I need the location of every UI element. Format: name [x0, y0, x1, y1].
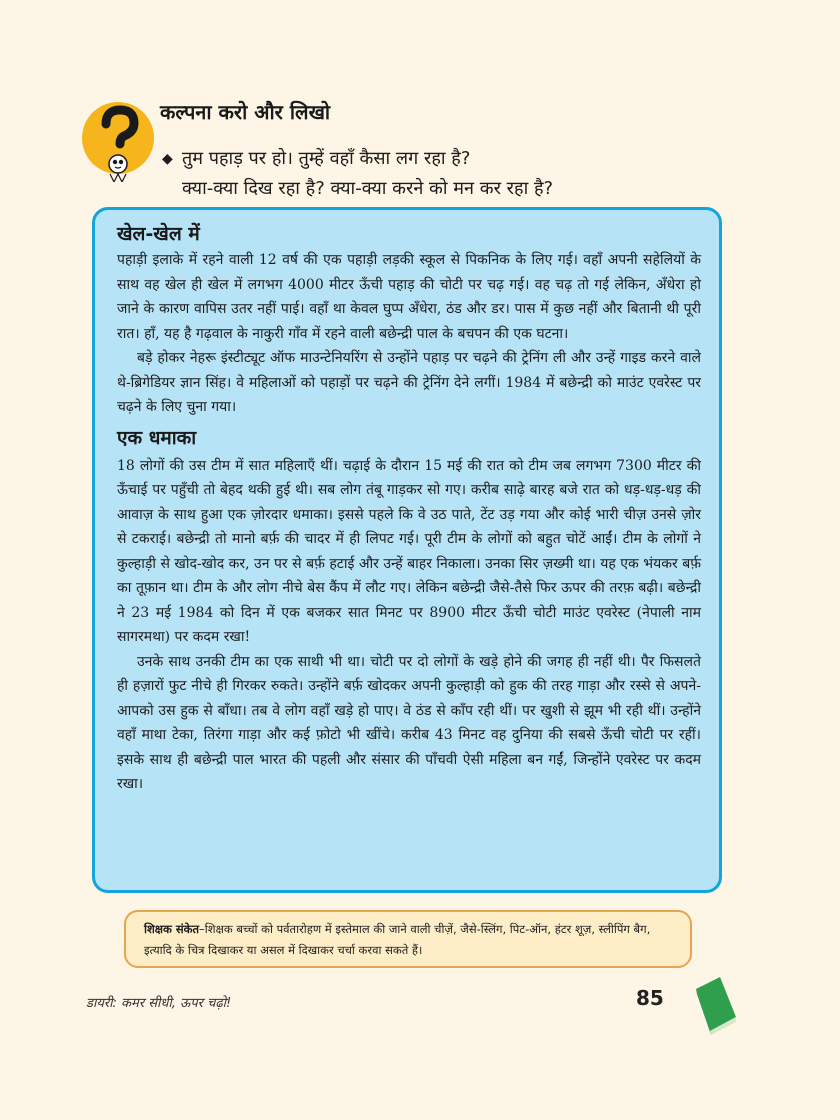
teacher-note-text: –शिक्षक बच्चों को पर्वतारोहण में इस्तेमाल की जाने वाली चीज़ें, जैसे-स्लिंग, पिट-ऑन, हंटर शूज़, स्लीपिंग बैग, इत्यादि के चित्र दिखाकर या असल में दिखाकर चर्चा करवा सकते हैं।: [144, 922, 651, 957]
prompt-line-1-text: तुम पहाड़ पर हो। तुम्हें वहाँ कैसा लग रहा है?: [182, 148, 471, 169]
story-heading-2: एक धमाका: [117, 426, 197, 449]
story-paragraph-4: उनके साथ उनकी टीम का एक साथी भी था। चोटी पर दो लोगों के खड़े होने की जगह ही नहीं थी। पैर फिसलते ही हज़ारों फुट नीचे ही गिरकर रुकते। उन्होंने बर्फ़ खोदकर अपनी कुल्हाड़ी को हुक की तरह गाड़ा और रस्से से अपने-आपको उस हुक से बाँधा। तब वे लोग वहाँ खड़े हो पाए। वे ठंड से काँप रही थीं। पर खुशी से झूम भी रही थीं। उन्होंने वहाँ माथा टेका, तिरंगा गाड़ा और कई फ़ोटो भी खींचे। करीब 43 मिनट वह दुनिया की सबसे ऊँची चोटी पर रहीं। इसके साथ ही बछेन्द्री पाल भारत की पहली और संसार की पाँचवी ऐसी महिला बन गईं, जिन्होंने एवरेस्ट पर कदम रखा।: [117, 653, 701, 792]
page-number: 85: [636, 986, 664, 1010]
prompt-line-2: क्या-क्या दिख रहा है? क्या-क्या करने को मन कर रहा है?: [182, 178, 554, 199]
prompt-line-1: [160, 144, 680, 174]
book-icon: [690, 975, 740, 1035]
story-box: [92, 207, 722, 893]
teacher-note: [124, 910, 692, 968]
teacher-note-label: शिक्षक संकेत: [144, 922, 200, 936]
prompt-title: कल्पना करो और लिखो: [160, 100, 331, 124]
story-paragraph-2: बड़े होकर नेहरू इंस्टीट्यूट ऑफ माउन्टेनियरिंग से उन्होंने पहाड़ पर चढ़ने की ट्रेनिंग ली और उन्हें गाइड करने वाले थे-ब्रिगेडियर ज्ञान सिंह। वे महिलाओं को पहाड़ों पर चढ़ने की ट्रेनिंग देने लगीं। 1984 में बछेन्द्री को माउंट एवरेस्ट पर चढ़ने के लिए चुना गया।: [117, 350, 701, 415]
story-paragraph-3: 18 लोगों की उस टीम में सात महिलाएँ थीं। चढ़ाई के दौरान 15 मई की रात को टीम जब लगभग 7300 मीटर की ऊँचाई पर पहुँची तो बेहद थकी हुई थी। सब लोग तंबू गाड़कर सो गए। करीब साढ़े बारह बजे रात को धड़-धड़-धड़ की आवाज़ के साथ हुआ एक ज़ोरदार धमाका। इससे पहले कि वे उठ पाते, टेंट उड़ गया और कोई भारी चीज़ उनसे ज़ोर से टकराई। बछेन्द्री तो मानो बर्फ़ की चादर में ही लिपट गई। पूरी टीम के लोगों को बहुत चोटें आईं। टीम के लोगों ने कुल्हाड़ी से खोद-खोद कर, उन पर से बर्फ़ हटाई और उन्हें बाहर निकाला। उनका सिर ज़ख्मी था। यह एक भंयकर बर्फ़ का तूफ़ान था। टीम के और लोग नीचे बेस कैंप में लौट गए। लेकिन बछेन्द्री जैसे-तैसे फिर ऊपर की तरफ़ बढ़ी। बछेन्द्री ने 23 मई 1984 को दिन में एक बजकर सात मिनट पर 8900 मीटर ऊँची चोटी माउंट एवरेस्ट (नेपाली नाम सागरमथा) पर कदम रखा!: [117, 457, 701, 645]
footer-chapter-title: डायरी: कमर सीधी, ऊपर चढ़ो!: [86, 996, 232, 1011]
thinking-question-mark-icon: [80, 98, 156, 182]
story-paragraph-1: पहाड़ी इलाके में रहने वाली 12 वर्ष की एक पहाड़ी लड़की स्कूल से पिकनिक के लिए गई। वहाँ अपनी सहेलियों के साथ वह खेल ही खेल में लगभग 4000 मीटर ऊँची पहाड़ की चोटी पर चढ़ गई। वह चढ़ तो गई लेकिन, अँधेरा हो जाने के कारण वापिस उतर नहीं पाई। वहाँ था केवल घुप्प अँधेरा, ठंड और डर। पास में कुछ नहीं और बितानी थी पूरी रात। हाँ, यह है गढ़वाल के नाकुरी गाँव में रहने वाली बछेन्द्री पाल के बचपन की एक घटना।: [117, 252, 701, 342]
story-heading-1: खेल-खेल में: [117, 223, 200, 245]
prompt-questions: [160, 144, 680, 204]
bullet-icon: ◆: [162, 151, 173, 167]
